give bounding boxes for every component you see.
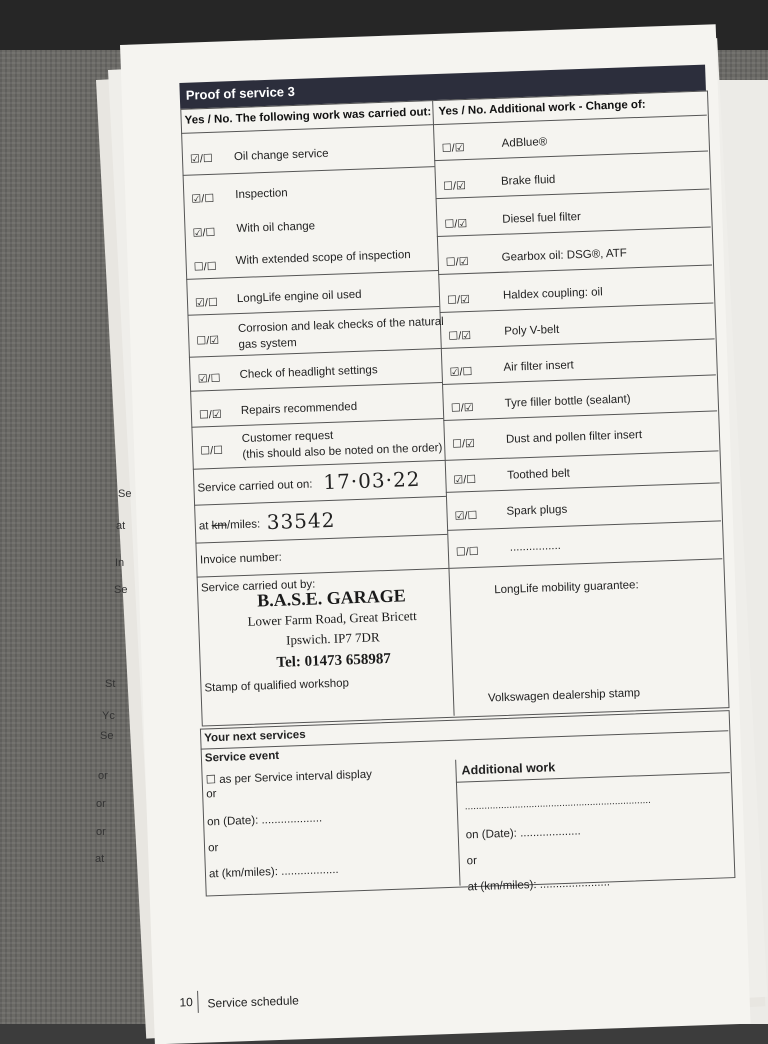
mileage-value: 33542 [266,507,336,535]
yes-no-checkbox[interactable]: ☑/☐ [192,226,216,240]
back-label: at [95,853,105,865]
mileage-label-suffix: /miles: [226,518,261,532]
garage-phone: Tel: 01473 658987 [276,650,392,671]
back-label: Se [100,730,114,742]
carried-out-by-label: Service carried out by: [200,578,316,595]
footer-divider [197,991,199,1013]
yes-no-checkbox[interactable]: ☐/☑ [444,217,468,231]
mileage-label-struck: km [211,519,228,533]
inspection-label: Inspection [235,187,288,202]
next-mileage-field[interactable]: at (km/miles): .................. [208,863,339,881]
invoice-number-label: Invoice number: [199,551,283,567]
back-label: Yc [102,710,115,722]
poly-v-belt-label: Poly V-belt [504,323,560,338]
service-date-label: Service carried out on: [197,478,313,495]
or-text: or [466,855,478,868]
yes-no-checkbox[interactable]: ☐/☐ [200,444,224,458]
with-oil-change-label: With oil change [236,220,316,236]
back-label: at [116,520,126,532]
yes-no-checkbox[interactable]: ☐/☑ [448,329,472,343]
haldex-oil-label: Haldex coupling: oil [502,286,603,302]
back-label: or [96,826,106,838]
additional-work-label: Additional work [461,760,556,778]
yes-no-checkbox[interactable]: ☐/☑ [442,180,467,193]
back-label: In [115,557,125,569]
pollen-filter-label: Dust and pollen filter insert [505,429,643,446]
left-column-header: Yes / No. The following work was carried out: [184,106,432,127]
garage-address-line2: Ipswich. IP7 7DR [285,629,380,648]
back-label: or [96,798,106,810]
page-number: 10 [179,995,194,1010]
yes-no-checkbox[interactable]: ☑/☐ [454,509,478,523]
adblue-label: AdBlue® [501,136,548,150]
back-label: Se [114,584,128,596]
yes-no-checkbox[interactable]: ☑/☐ [453,473,477,487]
longlife-oil-label: LongLife engine oil used [236,288,362,306]
mobility-guarantee-label: LongLife mobility guarantee: [494,579,639,597]
additional-mileage-field[interactable]: at (km/miles): ...................... [467,876,611,894]
garage-address-line1: Lower Farm Road, Great Bricett [247,607,418,629]
brake-fluid-label: Brake fluid [500,173,556,188]
additional-date-field[interactable]: on (Date): ................... [465,825,581,842]
mileage-label-prefix: at [198,520,209,533]
yes-no-checkbox[interactable]: ☐/☑ [441,142,465,155]
yes-no-checkbox[interactable]: ☐/☑ [196,334,220,348]
air-filter-label: Air filter insert [503,359,574,374]
yes-no-checkbox[interactable]: ☑/☐ [197,372,221,386]
garage-name: B.A.S.E. GARAGE [256,585,406,611]
yes-no-checkbox[interactable]: ☐/☑ [198,408,222,422]
back-label: Se [118,488,132,500]
form-title: Proof of service 3 [179,65,706,109]
blank-item-field[interactable]: ................ [509,539,562,554]
next-date-field[interactable]: on (Date): ................... [206,812,323,829]
service-page [120,24,751,1044]
workshop-stamp-label: Stamp of qualified workshop [204,677,350,695]
repairs-recommended-label: Repairs recommended [240,400,358,418]
service-date-value: 17·03·22 [322,466,421,495]
or-text: or [205,788,217,801]
service-event-label: Service event [204,749,280,765]
interval-display-option[interactable]: ☐ as per Service interval display [205,768,373,787]
headlight-check-label: Check of headlight settings [239,364,378,382]
oil-change-service-label: Oil change service [233,147,329,164]
yes-no-checkbox[interactable]: ☐/☑ [451,437,476,451]
yes-no-checkbox[interactable]: ☐/☑ [450,401,474,415]
diesel-filter-label: Diesel fuel filter [502,211,582,226]
spark-plugs-label: Spark plugs [506,503,568,518]
next-services-title: Your next services [204,728,306,745]
additional-work-line[interactable]: ................................................................... [464,794,652,813]
corrosion-check-label: Corrosion and leak checks of the natural [237,315,444,336]
back-label: St [105,678,116,690]
yes-no-checkbox[interactable]: ☑/☐ [189,152,214,166]
yes-no-checkbox[interactable]: ☐/☑ [446,293,471,307]
mileage-label [199,518,261,532]
extended-inspection-label: With extended scope of inspection [235,248,411,268]
yes-no-checkbox[interactable]: ☐/☐ [455,545,479,559]
garage-stamp [221,584,444,674]
tyre-sealant-label: Tyre filler bottle (sealant) [504,393,631,410]
yes-no-checkbox[interactable]: ☐/☐ [193,260,217,274]
dealer-stamp-label: Volkswagen dealership stamp [487,687,641,705]
yes-no-checkbox[interactable]: ☐/☑ [445,255,469,269]
footer-section-title: Service schedule [207,993,300,1011]
gearbox-oil-label: Gearbox oil: DSG®, ATF [501,247,628,264]
back-label: or [98,770,108,782]
or-text: or [207,842,219,855]
toothed-belt-label: Toothed belt [507,467,571,482]
yes-no-checkbox[interactable]: ☑/☐ [194,296,219,310]
yes-no-checkbox[interactable]: ☑/☐ [191,192,215,206]
right-column-header: Yes / No. Additional work - Change of: [438,98,646,118]
customer-request-note: (this should also be noted on the order) [242,441,443,461]
corrosion-check-label-line2: gas system [238,337,297,352]
yes-no-checkbox[interactable]: ☑/☐ [449,365,473,379]
customer-request-label: Customer request [241,429,334,445]
